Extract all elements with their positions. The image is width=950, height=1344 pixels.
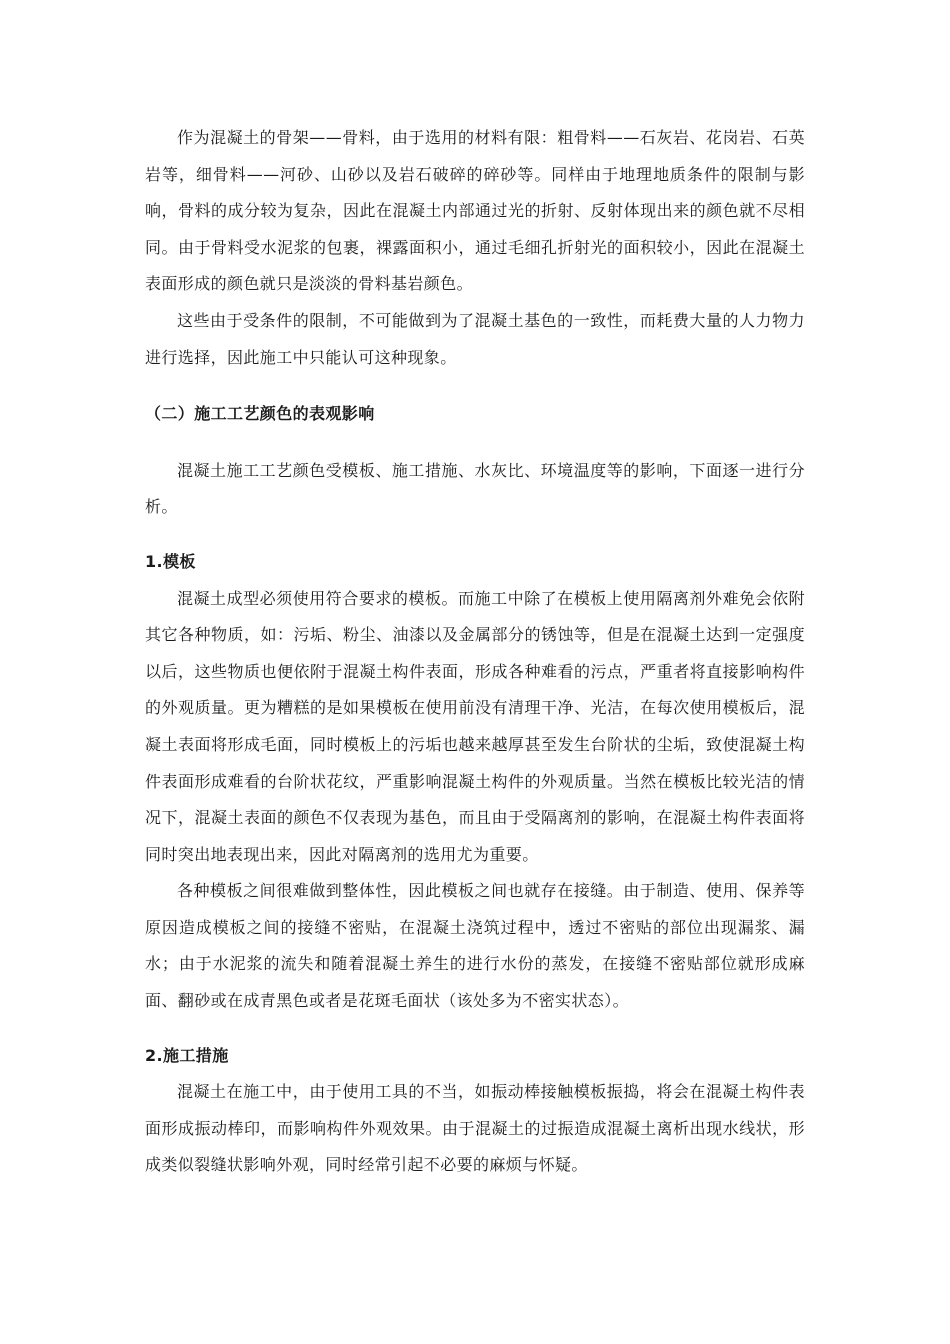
section-heading-process-color: （二）施工工艺颜色的表观影响	[145, 404, 375, 424]
document-body	[145, 120, 805, 1184]
paragraph-conditions: 这些由于受条件的限制，不可能做到为了混凝土基色的一致性，而耗费大量的人力物力进行选择，因此施工中只能认可这种现象。	[145, 310, 805, 367]
subheading-construction-measures: 2.施工措施	[145, 1045, 229, 1065]
paragraph-process-intro: 混凝土施工工艺颜色受模板、施工措施、水灰比、环境温度等的影响，下面逐一进行分析。	[145, 460, 805, 517]
paragraph-formwork-joints: 各种模板之间很难做到整体性，因此模板之间也就存在接缝。由于制造、使用、保养等原因造成模板之间的接缝不密贴，在混凝土浇筑过程中，透过不密贴的部位出现漏浆、漏水；由于水泥浆的流失和随着混凝土养生的进行水份的蒸发，在接缝不密贴部位就形成麻面、翻砂或在成青黑色或者是花斑毛面状（该处多为不密实状态）。	[145, 881, 805, 1011]
paragraph-aggregate: 作为混凝土的骨架——骨料，由于选用的材料有限：粗骨料——石灰岩、花岗岩、石英岩等，细骨料——河砂、山砂以及岩石破碎的碎砂等。同样由于地理地质条件的限制与影响，骨料的成分较为复杂，因此在混凝土内部通过光的折射、反射体现出来的颜色就不尽相同。由于骨料受水泥浆的包裹，裸露面积小，通过毛细孔折射光的面积较小，因此在混凝土表面形成的颜色就只是淡淡的骨料基岩颜色。	[145, 128, 805, 294]
paragraph-formwork-surface: 混凝土成型必须使用符合要求的模板。而施工中除了在模板上使用隔离剂外难免会依附其它各种物质，如：污垢、粉尘、油漆以及金属部分的锈蚀等，但是在混凝土达到一定强度以后，这些物质也便依附于混凝土构件表面，形成各种难看的污点，严重者将直接影响构件的外观质量。更为糟糕的是如果模板在使用前没有清理干净、光洁，在每次使用模板后，混凝土表面将形成毛面，同时模板上的污垢也越来越厚甚至发生台阶状的尘垢，致使混凝土构件表面形成难看的台阶状花纹，严重影响混凝土构件的外观质量。当然在模板比较光洁的情况下，混凝土表面的颜色不仅表现为基色，而且由于受隔离剂的影响，在混凝土构件表面将同时突出地表现出来，因此对隔离剂的选用尤为重要。	[145, 588, 805, 864]
subheading-formwork: 1.模板	[145, 551, 196, 571]
paragraph-construction-measures: 混凝土在施工中，由于使用工具的不当，如振动棒接触模板振捣，将会在混凝土构件表面形成振动棒印，而影响构件外观效果。由于混凝土的过振造成混凝土离析出现水线状，形成类似裂缝状影响外观，同时经常引起不必要的麻烦与怀疑。	[145, 1082, 805, 1175]
